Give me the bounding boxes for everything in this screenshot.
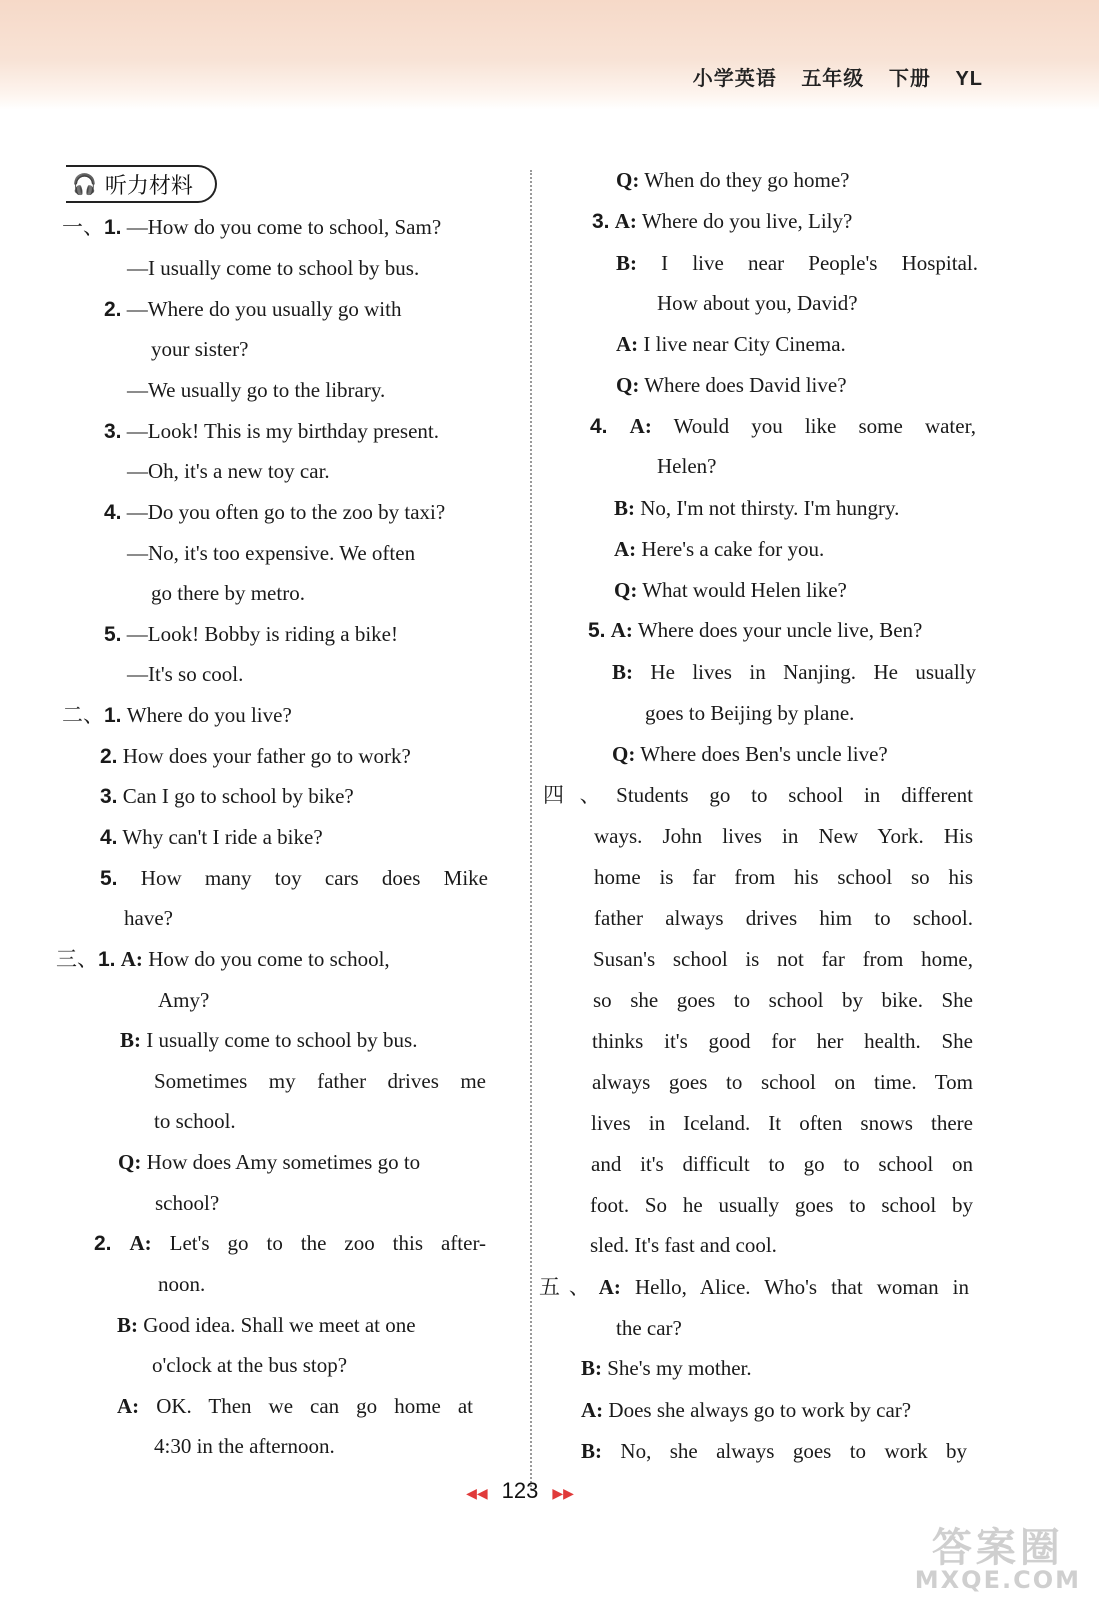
speaker-label: A: [598,1275,621,1299]
left-line-25: school? [155,1191,220,1215]
right-line-1 [616,166,849,194]
section-number: 二、 [62,703,104,727]
item-number: 3. [592,210,610,233]
line-text: Would you like some water, [673,414,976,438]
section-number: 四、 [543,783,617,807]
line-text: How many toy cars does Mike [140,866,489,890]
line-text: Where does Ben's uncle live? [640,742,888,766]
watermark-line-1: 答案圈 [931,1525,1064,1571]
right-line-21: so she goes to school by bike. She [593,988,973,1012]
right-line-27: sled. It's fast and cool. [590,1233,777,1257]
speaker-label: A: [129,1231,152,1255]
left-line-4: your sister? [151,337,249,361]
left-line-3 [104,295,401,324]
right-line-26: foot. So he usually goes to school by [590,1193,973,1217]
left-line-29: o'clock at the bus stop? [152,1353,348,1377]
item-number: 5. [588,619,606,642]
line-text: Let's go to the zoo this after- [169,1231,487,1255]
line-text: How does Amy sometimes go to [146,1150,421,1174]
right-arrows-icon: ▶▶ [552,1485,574,1501]
page-number: 123 [501,1478,539,1503]
right-line-17: ways. John lives in New York. His [594,824,973,848]
watermark-line-2: MXQE.COM [914,1566,1081,1594]
watermark [914,1525,1081,1594]
line-text: Can I go to school by bike? [122,784,354,808]
book-header [675,62,983,91]
line-text: Where does David live? [644,373,847,397]
line-text: —Where do you usually go with [126,297,402,321]
speaker-label: Q: [614,578,638,602]
left-line-12: —It's so cool. [127,662,244,686]
left-line-2: —I usually come to school by bus. [127,256,420,280]
left-line-8 [104,498,445,527]
page-footer [420,1478,620,1504]
right-line-16 [543,781,973,809]
line-text: Where do you live, Lily? [641,209,853,233]
right-line-4: How about you, David? [657,291,858,315]
speaker-label: Q: [118,1150,142,1174]
right-line-2 [592,207,852,236]
speaker-label: B: [117,1313,138,1337]
item-number: 2. [94,1232,112,1255]
badge-title: 听力材料 [104,173,193,199]
speaker-label: A: [614,537,637,561]
speaker-label: A: [614,209,637,233]
header-band [0,0,1099,110]
item-number: 5. [104,623,122,646]
left-line-30 [117,1392,473,1420]
speaker-label: Q: [616,373,640,397]
right-line-30 [581,1354,752,1382]
speaker-label: B: [614,496,635,520]
left-line-9: —No, it's too expensive. We often [127,541,416,565]
speaker-label: B: [120,1028,141,1052]
section-number: 一、 [62,215,104,239]
item-number: 3. [100,785,118,808]
column-divider [530,170,532,1490]
line-text: Where does your uncle live, Ben? [637,618,923,642]
line-text: He lives in Nanjing. He usually [650,660,977,684]
line-text: No, she always goes to work by [620,1439,967,1463]
right-line-19: father always drives him to school. [594,906,973,930]
left-line-24 [118,1148,420,1176]
item-number: 2. [100,745,118,768]
left-line-17 [100,864,488,893]
left-line-23: to school. [154,1109,236,1133]
headphones-icon: 🎧 [72,172,97,196]
line-text: Here's a cake for you. [641,537,825,561]
right-line-28 [539,1273,969,1301]
right-line-12 [588,616,922,645]
right-line-24: lives in Iceland. It often snows there [591,1111,973,1135]
right-line-31 [581,1396,911,1424]
speaker-label: A: [610,618,633,642]
speaker-label: B: [581,1439,602,1463]
speaker-label: A: [581,1398,604,1422]
right-line-15 [612,740,888,768]
right-line-9 [614,494,899,522]
right-line-29: the car? [616,1316,682,1340]
left-line-21 [120,1026,417,1054]
right-line-11 [614,576,847,604]
left-line-11 [104,620,398,649]
speaker-label: B: [616,251,637,275]
speaker-label: Q: [612,742,636,766]
left-line-27: noon. [158,1272,206,1296]
right-line-7 [590,412,976,441]
left-arrows-icon: ◀◀ [466,1485,488,1501]
header-volume: 下册 [888,68,931,90]
item-number: 5. [100,867,118,890]
item-number: 1. [104,216,122,239]
left-line-22: Sometimes my father drives me [154,1069,486,1093]
item-number: 4. [104,501,122,524]
speaker-label: Q: [616,168,640,192]
left-line-26 [94,1229,486,1258]
left-line-1 [62,213,441,242]
left-line-10: go there by metro. [151,581,305,605]
right-line-32 [581,1437,967,1465]
left-line-13 [62,701,292,730]
speaker-label: B: [612,660,633,684]
line-text: Students go to school in different [616,783,974,807]
left-line-28 [117,1311,416,1339]
item-number: 3. [104,420,122,443]
header-subject: 小学英语 [692,68,777,90]
right-line-10 [614,535,824,563]
right-line-8: Helen? [657,454,717,478]
line-text: Good idea. Shall we meet at one [143,1313,416,1337]
left-line-19 [56,945,390,974]
right-line-23: always goes to school on time. Tom [592,1070,973,1094]
line-text: Where do you live? [126,703,292,727]
line-text: Why can't I ride a bike? [122,825,323,849]
left-line-15 [100,782,354,811]
line-text: No, I'm not thirsty. I'm hungry. [640,496,900,520]
right-line-25: and it's difficult to go to school on [591,1152,973,1176]
line-text: I live near People's Hospital. [661,251,978,275]
item-number: 1. [98,948,116,971]
line-text: When do they go home? [644,168,850,192]
right-line-20: Susan's school is not far from home, [593,947,973,971]
line-text: I live near City Cinema. [643,332,846,356]
speaker-label: A: [117,1394,140,1418]
right-line-14: goes to Beijing by plane. [645,701,855,725]
item-number: 4. [590,415,608,438]
line-text: She's my mother. [607,1356,752,1380]
line-text: How do you come to school, [148,947,390,971]
line-text: —Look! Bobby is riding a bike! [126,622,398,646]
left-line-20: Amy? [158,988,210,1012]
speaker-label: A: [120,947,143,971]
line-text: Hello, Alice. Who's that woman in [634,1275,970,1299]
right-line-6 [616,371,847,399]
left-line-18: have? [124,906,173,930]
right-line-5 [616,330,846,358]
right-line-13 [612,658,976,686]
left-line-31: 4:30 in the afternoon. [154,1434,335,1458]
header-edition: YL [955,68,983,90]
line-text: I usually come to school by bus. [146,1028,418,1052]
line-text: —Do you often go to the zoo by taxi? [126,500,446,524]
line-text: —How do you come to school, Sam? [126,215,442,239]
section-number: 三、 [56,947,98,971]
speaker-label: B: [581,1356,602,1380]
left-line-14 [100,742,411,771]
left-line-5: —We usually go to the library. [127,378,386,402]
line-text: What would Helen like? [642,578,847,602]
line-text: Does she always go to work by car? [608,1398,912,1422]
speaker-label: A: [629,414,652,438]
left-line-7: —Oh, it's a new toy car. [127,459,330,483]
speaker-label: A: [616,332,639,356]
item-number: 1. [104,704,122,727]
right-line-22: thinks it's good for her health. She [592,1029,973,1053]
section-number: 五、 [539,1275,599,1299]
left-line-16 [100,823,323,852]
line-text: —Look! This is my birthday present. [126,419,440,443]
section-badge [66,165,217,203]
item-number: 2. [104,298,122,321]
line-text: OK. Then we can go home at [156,1394,474,1418]
line-text: How does your father go to work? [122,744,411,768]
item-number: 4. [100,826,118,849]
right-line-3 [616,249,978,277]
right-line-18: home is far from his school so his [594,865,973,889]
left-line-6 [104,417,439,446]
header-grade: 五年级 [801,68,865,90]
